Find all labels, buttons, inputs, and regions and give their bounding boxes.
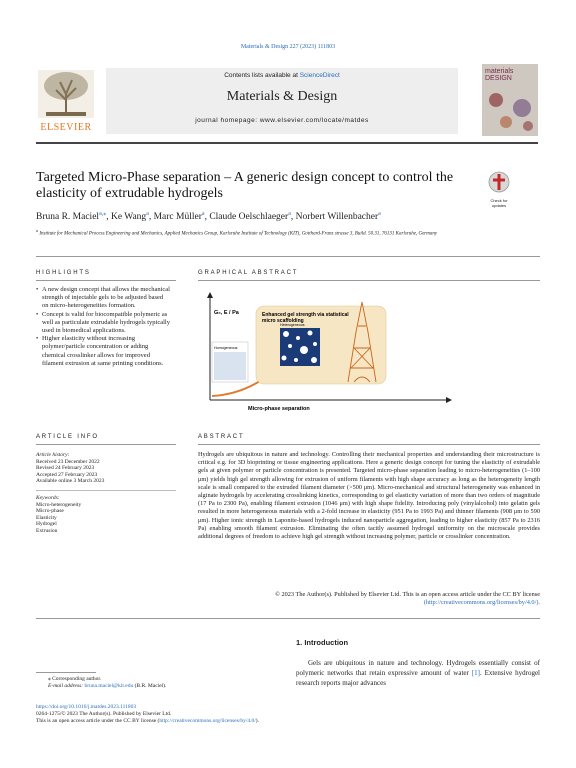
email-link[interactable]: bruna.maciel@kit.edu xyxy=(84,683,134,690)
author[interactable]: Claude Oelschlaeger$^a$ xyxy=(209,211,291,223)
article-info-rule xyxy=(36,444,176,445)
y-axis-label: G₀, E / Pa xyxy=(214,310,239,316)
contents-prefix: Contents lists available at xyxy=(224,72,300,79)
keyword: Elasticity xyxy=(36,514,57,521)
journal-homepage-link[interactable]: journal homepage: www.elsevier.com/locate/matdes xyxy=(195,117,369,124)
crossmark-icon xyxy=(484,170,514,194)
introduction-text: Gels are ubiquitous in nature and technology. Hydrogels essentially consist of polymeric networks that retain expressive amount of water [1]. Extensive hydrogel research reports major advances xyxy=(296,659,540,687)
author[interactable]: Bruna R. Maciel$^{a,⁎}$ xyxy=(36,211,107,223)
journal-citation-link[interactable]: Materials & Design 227 (2023) 111803 xyxy=(240,44,336,50)
keyword: Micro-heterogeneity xyxy=(36,501,82,508)
footnote-rule xyxy=(36,672,96,673)
x-axis-label: Micro-phase separation xyxy=(248,406,310,412)
abstract-rule xyxy=(198,444,540,445)
journal-header xyxy=(36,68,538,144)
corresponding-author: ⁎ Corresponding author. xyxy=(48,676,102,682)
crossmark-badge[interactable] xyxy=(484,170,514,208)
affiliation-marker: a xyxy=(36,228,39,233)
issn-line: 0264-1275/© 2023 The Author(s). Published by Elsevier Ltd. xyxy=(36,711,172,718)
keywords-label: Keywords: xyxy=(36,494,60,501)
footer-license-link[interactable]: http://creativecommons.org/licenses/by/4.0/ xyxy=(159,718,256,725)
history-label: Article history: xyxy=(36,452,70,458)
highlights-heading: HIGHLIGHTS xyxy=(36,270,91,276)
list-item: • Higher elasticity without increasing polymer/particle concentration or adding chemical crosslinker allows for improved filament extrusion at same printing conditions. xyxy=(36,335,170,368)
history-item: Accepted 27 February 2023 xyxy=(36,471,98,478)
list-item: • Concept is valid for biocompatible polymeric as well as particulate extrudable hydrogels typically used in biomedical applications. xyxy=(36,311,170,336)
author[interactable]: Norbert Willenbacher$^a$ xyxy=(295,211,381,223)
history-item: Received 23 December 2022 xyxy=(36,458,100,465)
box-title: Enhanced gel strength via statistical micro scaffolding xyxy=(262,312,349,324)
abstract-text: Hydrogels are ubiquitous in nature and technology. Controlling their mechanical properties and understanding their microstructure is critical e.g. for 3D bioprinting or tissue engineering applications. Here a generic design concept for tuning the elasticity of extrudable gels at given polymer or particle concentration is presented. Targeted micro-phase separation leading to micro-heterogeneities (1–100 μm) yields high gel strength allowing for extrusion of uniform filaments with high shape accuracy as long as the heterogeneity length scale is small compared to the extruded filament diameter (>500 μm). Micro-mechanical and structural heterogeneity was enhanced in alginate hydrogels by accelerating crosslinking kinetics, corresponding to gel elasticity variation of more than two orders of magnitude (17 Pa to 2300 Pa), enabling filament extrusion (1046 μm) with high shape fidelity. Introducing poly (vinylalcohol) into gelatin gels resulted in more heterogeneous materials with a 2-fold increase in elasticity (951 Pa to 1993 Pa) and thinner filaments (908 μm to 590 μm). Higher ionic strength in Laponite-based hydrogels induced nanoparticle aggregation, leading to higher elasticity (857 Pa to 2316 Pa) enabling smooth filament extrusion. Eliminating the often tacitly assumed hydrogel uniformity on the microscale provides additional degrees of freedom to achieve high gel strength without increasing polymer, particle or crosslinker concentration. xyxy=(198,451,540,541)
sciencedirect-link[interactable]: ScienceDirect xyxy=(299,72,340,79)
graphical-abstract-rule xyxy=(198,280,540,281)
introduction-heading: 1. Introduction xyxy=(296,638,349,647)
keywords-rule xyxy=(36,490,176,491)
heterogeneous-label: Heterogeneous xyxy=(280,323,305,327)
section-divider xyxy=(36,256,540,257)
article-title: Targeted Micro-Phase separation – A generic design concept to control the elasticity of extrudable hydrogels xyxy=(36,170,454,201)
keyword: Micro-phase xyxy=(36,508,64,515)
abstract-heading: ABSTRACT xyxy=(198,434,245,440)
doi-link[interactable]: https://doi.org/10.1016/j.matdes.2023.111803 xyxy=(36,704,137,710)
journal-masthead xyxy=(106,68,458,134)
author-list: Bruna R. Maciel$^{a,⁎}$, Ke Wang$^a$, Marc Müller$^a$, Claude Oelschlaeger$^a$, Norbert Willenbacher$^a$ xyxy=(36,211,381,223)
footnote xyxy=(36,676,236,691)
keyword: Hydrogel xyxy=(36,521,57,528)
graphical-abstract-heading: GRAPHICAL ABSTRACT xyxy=(198,270,299,276)
affiliation-text: Institute for Mechanical Process Engineering and Mechanics, Applied Mechanics Group, Karlsruhe Institute of Technology (KIT), Gotthard-Franz strasse 3, Build. 50.31, 76131 Karlsruhe, Germany xyxy=(39,231,438,237)
article-footer xyxy=(36,704,436,726)
license-line: This is an open access article under the CC BY license (http://creativecommons.org/licenses/by/4.0/). xyxy=(36,718,260,725)
homogeneous-label: Homogeneous xyxy=(214,346,238,350)
keyword: Extrusion xyxy=(36,527,58,534)
journal-title: Materials & Design xyxy=(226,89,338,104)
email-line: E-mail address: bruna.maciel@kit.edu (B.R. Maciel). xyxy=(48,683,167,690)
y-axis-arrow xyxy=(207,292,213,298)
list-item: • A new design concept that allows the mechanical strength of injectable gels to be adjusted based on micro-heterogeneities formation. xyxy=(36,286,170,311)
section-divider xyxy=(36,618,540,619)
article-info-heading: ARTICLE INFO xyxy=(36,434,99,440)
contents-line xyxy=(106,72,458,79)
journal-cover-image xyxy=(482,64,538,136)
affiliation xyxy=(36,227,466,238)
history-item: Revised 24 February 2023 xyxy=(36,465,95,472)
history-item: Available online 3 March 2023 xyxy=(36,478,105,485)
x-axis-arrow xyxy=(446,397,452,403)
abstract-copyright xyxy=(198,591,540,607)
article-info xyxy=(36,452,176,535)
highlights-list xyxy=(36,286,170,368)
elsevier-logo xyxy=(36,68,96,134)
copyright-text: © 2023 The Author(s). Published by Elsevier Ltd. This is an open access article under the CC BY license xyxy=(275,591,540,598)
graphical-abstract-figure xyxy=(198,292,520,414)
author[interactable]: Ke Wang$^a$ xyxy=(110,211,149,223)
citation-link[interactable]: [1] xyxy=(471,668,480,677)
publisher-name: ELSEVIER xyxy=(40,122,92,133)
license-link[interactable]: (http://creativecommons.org/licenses/by/4.0/). xyxy=(423,599,540,606)
cover-title: materials DESIGN xyxy=(485,68,514,82)
author[interactable]: Marc Müller$^a$ xyxy=(153,211,205,223)
crossmark-label: Check for updates xyxy=(490,198,508,208)
highlights-rule xyxy=(36,280,176,281)
homogeneous-gel xyxy=(214,352,246,380)
